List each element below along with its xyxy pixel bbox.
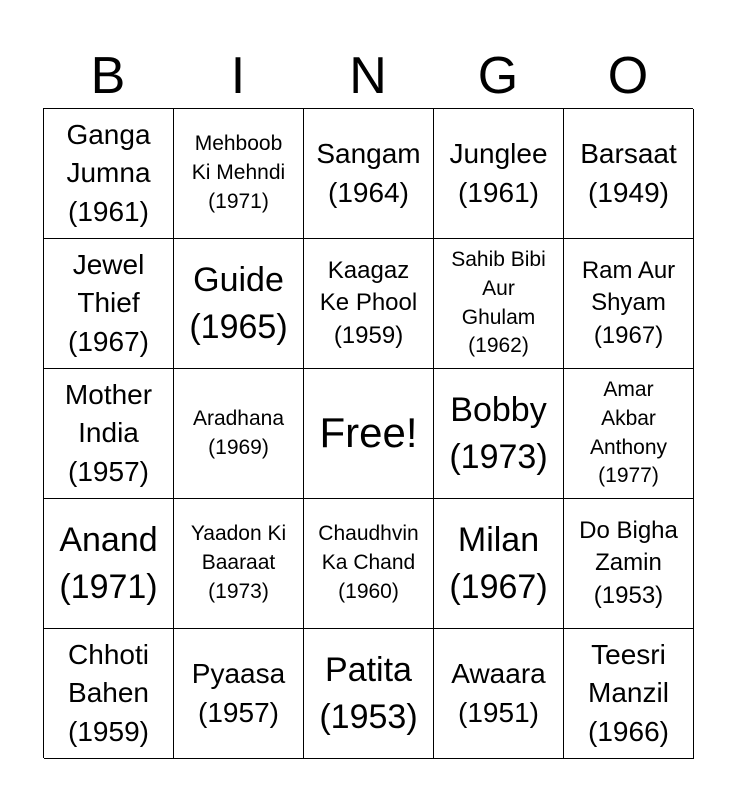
bingo-cell[interactable] [304, 499, 434, 629]
cell-label: Do Bigha Zamin (1953) [579, 516, 678, 609]
bingo-cell[interactable] [434, 499, 564, 629]
free-space-label: Free! [319, 409, 418, 457]
bingo-cell[interactable] [174, 499, 304, 629]
bingo-cell[interactable] [174, 239, 304, 369]
bingo-cell[interactable] [304, 109, 434, 239]
cell-label: Chhoti Bahen (1959) [68, 638, 149, 747]
cell-label: Amar Akbar Anthony (1977) [589, 377, 668, 488]
cell-label: Ganga Jumna (1961) [66, 118, 151, 227]
bingo-cell[interactable] [564, 369, 694, 499]
cell-label: Teesri Manzil (1966) [588, 638, 669, 747]
cell-label: Kaagaz Ke Phool (1959) [319, 256, 418, 349]
cell-label: Awaara (1951) [451, 657, 546, 728]
cell-label: Milan (1967) [449, 520, 548, 606]
bingo-cell[interactable] [434, 629, 564, 759]
header-letter-g: G [477, 47, 519, 105]
header-letter-n: N [349, 47, 387, 105]
bingo-cell[interactable] [304, 629, 434, 759]
bingo-cell[interactable] [174, 109, 304, 239]
bingo-cell[interactable] [44, 109, 174, 239]
bingo-cell[interactable] [44, 629, 174, 759]
cell-label: Patita (1953) [319, 650, 418, 736]
bingo-cell[interactable] [434, 239, 564, 369]
cell-label: Anand (1971) [59, 520, 158, 606]
cell-label: Mehboob Ki Mehndi (1971) [191, 132, 286, 213]
bingo-cell[interactable] [174, 369, 304, 499]
cell-label: Bobby (1973) [449, 390, 548, 476]
cell-label: Ram Aur Shyam (1967) [581, 256, 676, 349]
cell-label: Aradhana (1969) [192, 406, 285, 459]
bingo-cell[interactable] [434, 109, 564, 239]
header-letter-b: B [90, 47, 126, 105]
header-letter-i: I [230, 47, 246, 105]
cell-label: Sahib Bibi Aur Ghulam (1962) [451, 247, 546, 358]
cell-label: Guide (1965) [189, 260, 288, 346]
bingo-cell[interactable] [174, 629, 304, 759]
bingo-cell[interactable] [44, 499, 174, 629]
bingo-cell[interactable] [564, 109, 694, 239]
bingo-header [43, 44, 693, 108]
free-space-cell[interactable] [304, 369, 434, 499]
bingo-cell[interactable] [304, 239, 434, 369]
bingo-cell[interactable] [434, 369, 564, 499]
cell-label: Chaudhvin Ka Chand (1960) [318, 522, 419, 603]
bingo-cell[interactable] [564, 629, 694, 759]
header-letter-o: O [607, 47, 649, 105]
cell-label: Sangam (1964) [316, 137, 421, 208]
bingo-cell[interactable] [44, 369, 174, 499]
cell-label: Jewel Thief (1967) [68, 248, 149, 357]
cell-label: Mother India (1957) [64, 378, 153, 487]
cell-label: Pyaasa (1957) [191, 657, 286, 728]
cell-label: Yaadon Ki Baaraat (1973) [190, 522, 287, 603]
bingo-board [43, 108, 693, 758]
bingo-cell[interactable] [44, 239, 174, 369]
bingo-cell[interactable] [564, 499, 694, 629]
bingo-cell[interactable] [564, 239, 694, 369]
cell-label: Barsaat (1949) [580, 137, 677, 208]
cell-label: Junglee (1961) [449, 137, 548, 208]
